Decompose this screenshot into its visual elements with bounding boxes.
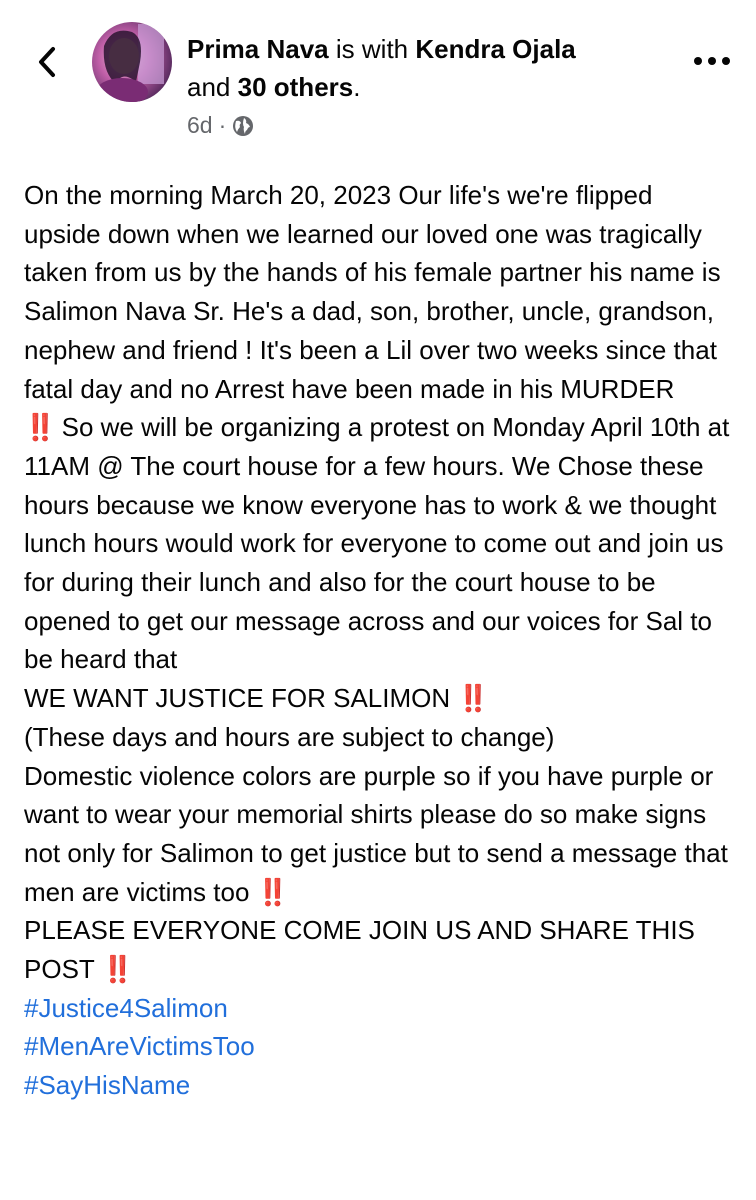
more-dot-icon [708, 57, 716, 65]
post-header [0, 0, 756, 150]
meta-separator: · [218, 112, 227, 138]
hashtag-list [24, 989, 734, 1105]
post-paragraph [24, 757, 734, 912]
globe-icon [232, 115, 254, 137]
avatar[interactable] [92, 22, 172, 102]
post-meta [187, 112, 657, 139]
hashtag-link[interactable]: #SayHisName [24, 1070, 191, 1101]
post-paragraph [24, 911, 734, 988]
post-paragraph [24, 679, 734, 718]
double-exclamation-icon: ‼️ [256, 876, 288, 907]
hashtag-link[interactable]: #Justice4Salimon [24, 992, 228, 1023]
and-text: and [187, 72, 231, 102]
post-text: So we will be organizing a protest on Monday April 10th at 11AM @ The court house for a few hours. We Chose these hours because we know everyone has to work & we thought lunch hours would work for everyone to come out and join us for during their lunch and also for the court house to be opened to get our message across and our voices for Sal to be heard that [24, 412, 730, 675]
double-exclamation-icon: ‼️ [457, 683, 488, 714]
back-button[interactable] [30, 40, 64, 84]
period: . [353, 72, 361, 102]
post-body [24, 176, 734, 1105]
more-dot-icon [722, 57, 730, 65]
post-text: Domestic violence colors are purple so if you have purple or want to wear your memorial shirts please do so make signs not only for Salimon to get justice but to send a message that men are victims too [24, 760, 728, 907]
with-text: is with [335, 34, 409, 64]
author-line [187, 30, 657, 106]
post-text: PLEASE EVERYONE COME JOIN US AND SHARE THIS POST [24, 915, 695, 985]
post-paragraph [24, 176, 734, 679]
more-options-button[interactable] [694, 50, 730, 72]
hashtag-link[interactable]: #MenAreVictimsToo [24, 1031, 255, 1062]
post-paragraph [24, 718, 734, 757]
post-time[interactable]: 6d [187, 112, 213, 138]
post-text: WE WANT JUSTICE FOR SALIMON [24, 683, 451, 714]
more-dot-icon [694, 57, 702, 65]
tagged-person[interactable]: Kendra Ojala [415, 34, 576, 64]
author-name[interactable]: Prima Nava [187, 34, 329, 64]
double-exclamation-icon: ‼️ [24, 412, 55, 443]
post-author-info [187, 30, 657, 139]
chevron-left-icon [37, 46, 57, 78]
post-text: On the morning March 20, 2023 Our life's we're flipped upside down when we learned our loved one was tragically taken from us by the hands of his female partner his name is Salimon Nava Sr. He's a dad, son, brother, uncle, grandson, nephew and friend ! It's been a Lil over two weeks since that fatal day and no Arrest have been made in his MURDER [24, 180, 721, 404]
post-text: (These days and hours are subject to change) [24, 721, 555, 752]
double-exclamation-icon: ‼️ [101, 954, 132, 985]
others-link[interactable]: 30 others [237, 72, 354, 102]
